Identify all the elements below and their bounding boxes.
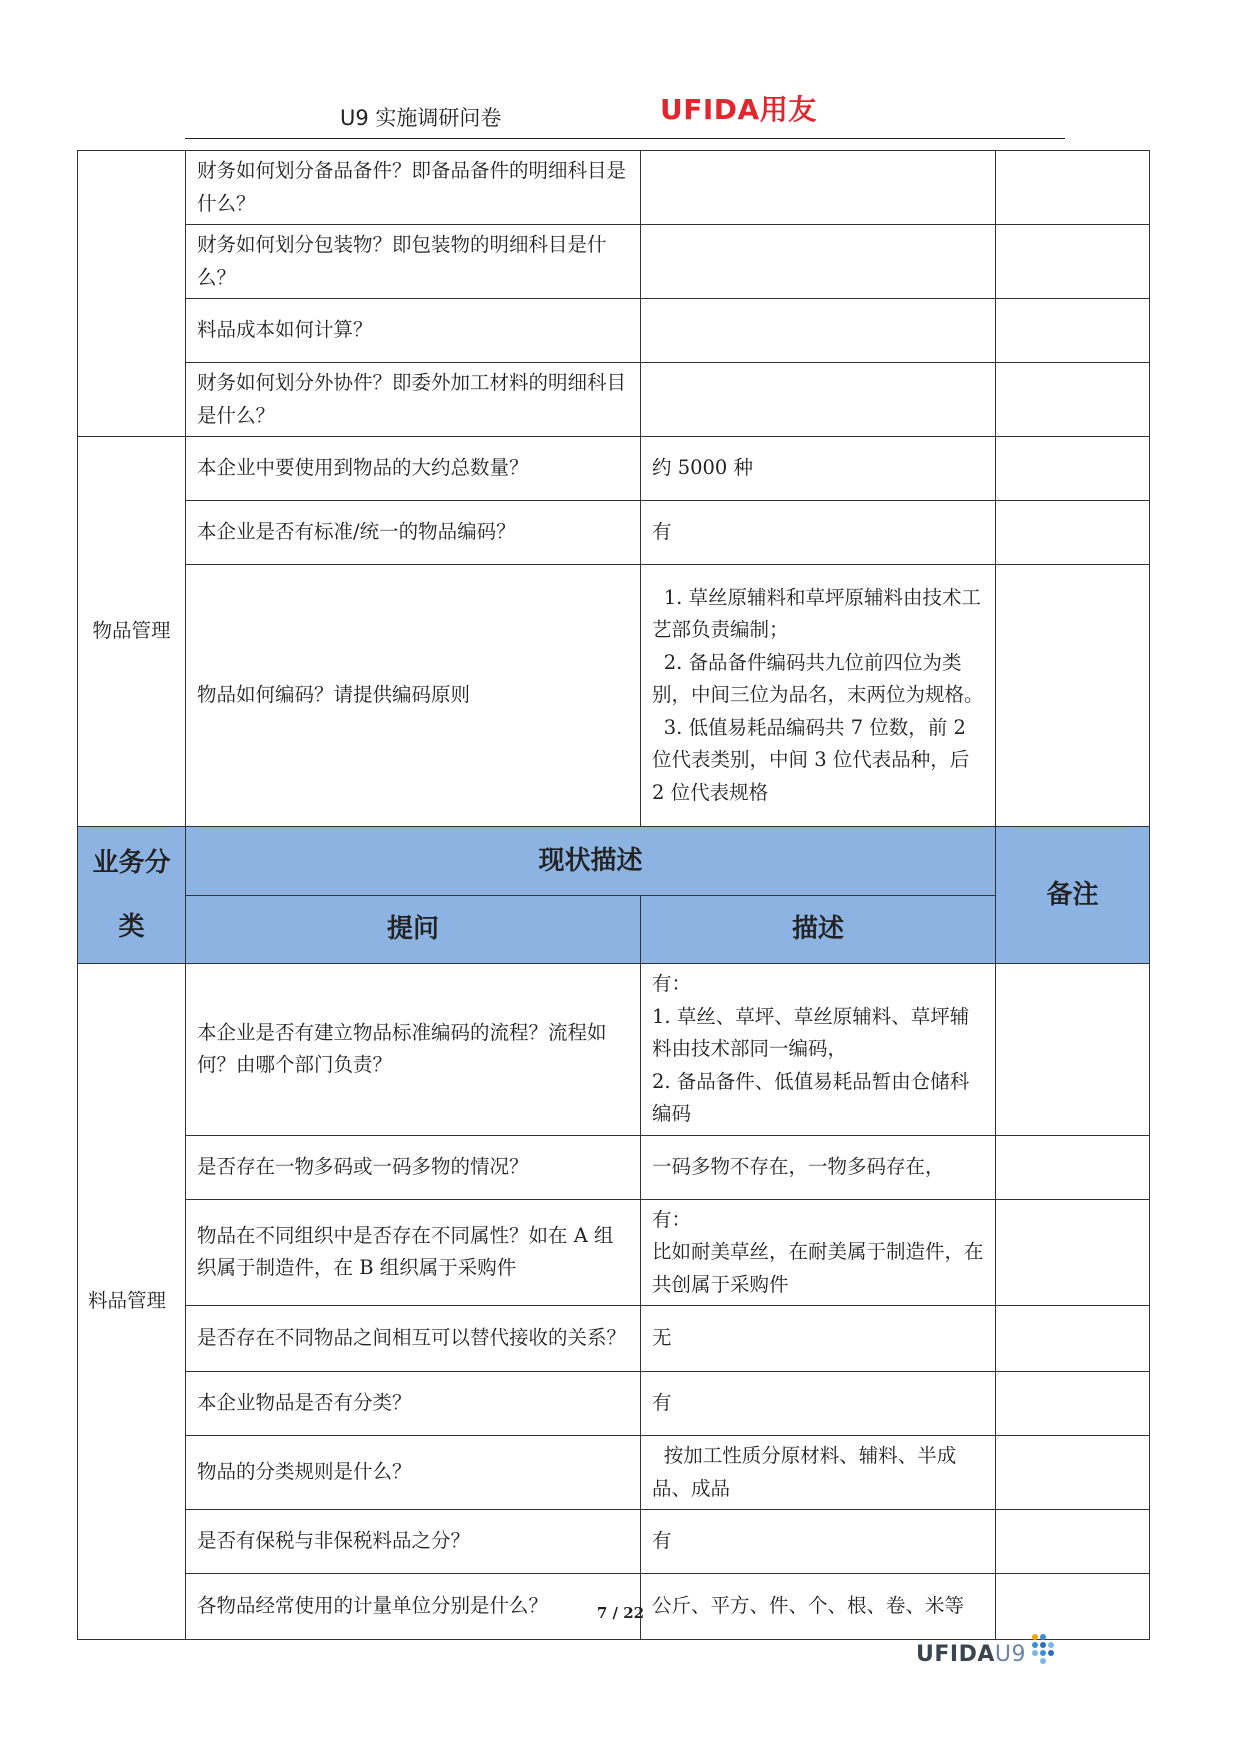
- answer-cell: [641, 299, 996, 363]
- remark-cell: [996, 964, 1150, 1136]
- answer-line: 有：: [652, 1207, 692, 1231]
- table-row: [78, 1306, 1150, 1372]
- header-question: 提问: [186, 895, 641, 964]
- remark-cell: [996, 565, 1150, 827]
- answer-cell: [641, 363, 996, 437]
- table-row: [78, 501, 1150, 565]
- table-row: [78, 964, 1150, 1136]
- question-cell: 物品在不同组织中是否存在不同属性？如在 A 组织属于制造件，在 B 组织属于采购件: [186, 1199, 641, 1306]
- category-cell: 物品管理: [78, 437, 186, 827]
- header-remark: 备注: [996, 827, 1150, 964]
- question-cell: 是否存在不同物品之间相互可以替代接收的关系？: [186, 1306, 641, 1372]
- page-number: 7 / 22: [596, 1604, 645, 1622]
- header-description: 描述: [641, 895, 996, 964]
- table-row: [78, 1436, 1150, 1510]
- table-row: [78, 565, 1150, 827]
- column-header-row: [78, 827, 1150, 896]
- answer-cell: [641, 225, 996, 299]
- header-status: 现状描述: [186, 827, 996, 896]
- answer-cell: [641, 565, 996, 827]
- answer-cell: 有: [641, 501, 996, 565]
- question-cell: 本企业物品是否有分类？: [186, 1372, 641, 1436]
- answer-line: 3. 低值易耗品编码共 7 位数，前 2 位代表类别，中间 3 位代表品种，后 2 位代表规格: [652, 715, 970, 804]
- table-row: [78, 299, 1150, 363]
- table-row: [78, 1510, 1150, 1574]
- question-cell: 料品成本如何计算？: [186, 299, 641, 363]
- table-row: [78, 363, 1150, 437]
- answer-cell: [641, 964, 996, 1136]
- question-cell: 财务如何划分包装物？即包装物的明细科目是什么？: [186, 225, 641, 299]
- answer-cell: 有: [641, 1510, 996, 1574]
- question-cell: 物品如何编码？请提供编码原则: [186, 565, 641, 827]
- answer-line: 1. 草丝、草坪、草丝原辅料、草坪辅料由技术部同一编码，: [652, 1004, 970, 1060]
- question-cell: 是否存在一物多码或一码多物的情况？: [186, 1135, 641, 1199]
- remark-cell: [996, 1199, 1150, 1306]
- dots-icon: [1029, 1632, 1059, 1668]
- answer-line: 有：: [652, 972, 692, 995]
- answer-line: 2. 备品备件编码共九位前四位为类别，中间三位为品名，末两位为规格。: [652, 650, 984, 707]
- answer-cell: 约 5000 种: [641, 437, 996, 501]
- question-cell: 本企业是否有建立物品标准编码的流程？流程如何？由哪个部门负责？: [186, 964, 641, 1136]
- question-cell: 财务如何划分备品备件？即备品备件的明细科目是什么？: [186, 151, 641, 225]
- category-cell: [78, 151, 186, 437]
- remark-cell: [996, 1436, 1150, 1510]
- table-row: [78, 1199, 1150, 1306]
- table-row: [78, 437, 1150, 501]
- header-category: 业务分类: [78, 827, 186, 964]
- remark-cell: [996, 1510, 1150, 1574]
- column-header-row: [78, 895, 1150, 964]
- page-header: [185, 80, 1065, 139]
- answer-line: 1. 草丝原辅料和草坪原辅料由技术工艺部负责编制；: [652, 585, 981, 642]
- answer-cell: 有: [641, 1372, 996, 1436]
- remark-cell: [996, 1306, 1150, 1372]
- table-row: [78, 151, 1150, 225]
- answer-cell: 按加工性质分原材料、辅料、半成品、成品: [641, 1436, 996, 1510]
- question-cell: 物品的分类规则是什么？: [186, 1436, 641, 1510]
- remark-cell: [996, 225, 1150, 299]
- table-row: [78, 1372, 1150, 1436]
- ufida-logo: UFIDA用友: [660, 93, 817, 126]
- question-cell: 是否有保税与非保税料品之分？: [186, 1510, 641, 1574]
- answer-line: 2. 备品备件、低值易耗品暂由仓储科编码: [652, 1069, 970, 1125]
- remark-cell: [996, 501, 1150, 565]
- remark-cell: [996, 437, 1150, 501]
- answer-line: 比如耐美草丝，在耐美属于制造件，在共创属于采购件: [652, 1240, 984, 1296]
- remark-cell: [996, 299, 1150, 363]
- table-row: [78, 1135, 1150, 1199]
- document-title: U9 实施调研问卷: [340, 106, 502, 130]
- answer-cell: [641, 151, 996, 225]
- question-cell: 本企业是否有标准/统一的物品编码？: [186, 501, 641, 565]
- question-cell: 本企业中要使用到物品的大约总数量？: [186, 437, 641, 501]
- remark-cell: [996, 1372, 1150, 1436]
- answer-cell: 无: [641, 1306, 996, 1372]
- answer-cell: [641, 1199, 996, 1306]
- footer-logo-text: UFIDAU9: [916, 1642, 1026, 1667]
- category-cell: 料品管理: [78, 964, 186, 1640]
- remark-cell: [996, 1135, 1150, 1199]
- remark-cell: [996, 363, 1150, 437]
- remark-cell: [996, 151, 1150, 225]
- answer-cell: 公斤、平方、件、个、根、卷、米等: [641, 1574, 996, 1640]
- question-cell: 各物品经常使用的计量单位分别是什么？: [186, 1574, 641, 1640]
- question-cell: 财务如何划分外协件？即委外加工材料的明细科目是什么？: [186, 363, 641, 437]
- survey-table: [77, 150, 1150, 1640]
- answer-cell: 一码多物不存在，一物多码存在，: [641, 1135, 996, 1199]
- table-row: [78, 225, 1150, 299]
